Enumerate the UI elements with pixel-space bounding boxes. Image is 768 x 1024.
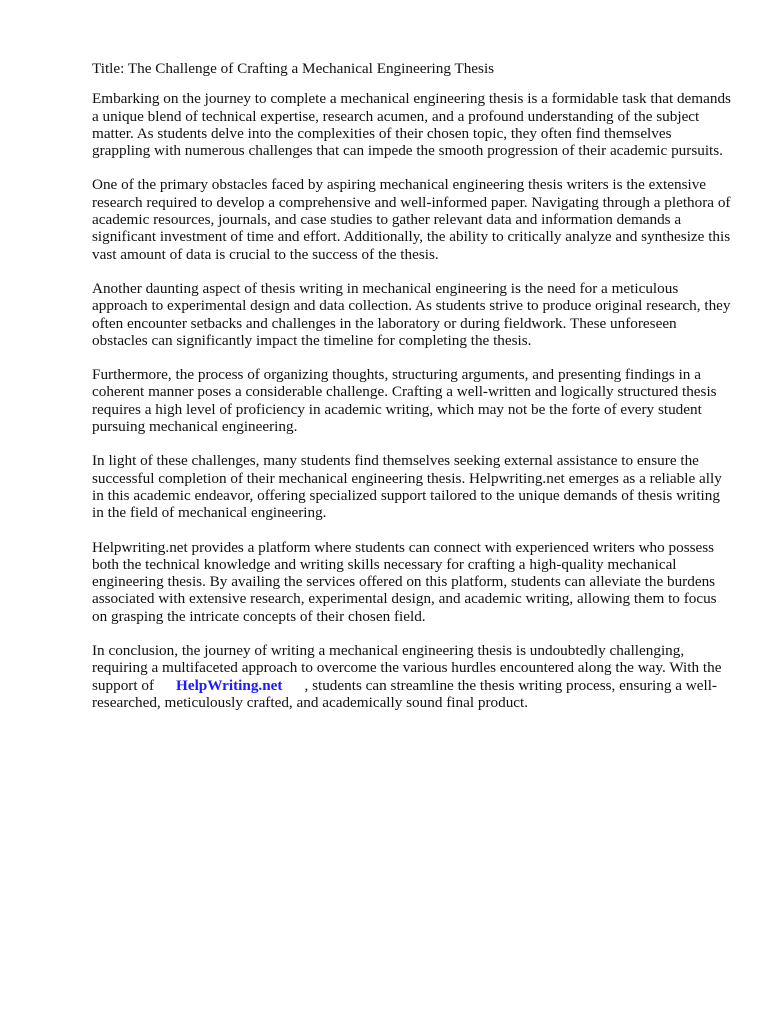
document-page xyxy=(92,60,732,728)
conclusion-text-after-link: , students can streamline the thesis writing process, ensuring a well-researched, meticulously crafted, and academically sound final product. xyxy=(92,676,717,711)
document-title: Title: The Challenge of Crafting a Mechanical Engineering Thesis xyxy=(92,60,495,77)
paragraph-platform: Helpwriting.net provides a platform where students can connect with experienced writers who possess both the technical knowledge and writing skills necessary for crafting a high-quality mechanical engineering thesis. By availing the services offered on this platform, students can alleviate the burdens associated with extensive research, experimental design, and academic writing, allowing them to focus on grasping the intricate concepts of their chosen field. xyxy=(92,538,717,625)
paragraph-introduction: Embarking on the journey to complete a mechanical engineering thesis is a formidable task that demands a unique blend of technical expertise, research acumen, and a profound understanding of the subject matter. As students delve into the complexities of their chosen topic, they often find themselves grappling with numerous challenges that can impede the smooth progression of their academic pursuits. xyxy=(92,90,731,160)
paragraph-academic-writing: Furthermore, the process of organizing thoughts, structuring arguments, and presenting findings in a coherent manner poses a considerable challenge. Crafting a well-written and logically structured thesis requires a high level of proficiency in academic writing, which may not be the forte of every student pursuing mechanical engineering. xyxy=(92,366,717,436)
paragraph-research-obstacles: One of the primary obstacles faced by aspiring mechanical engineering thesis writers is the extensive research required to develop a comprehensive and well-informed paper. Navigating through a plethora of academic resources, journals, and case studies to gather relevant data and information demands a significant investment of time and effort. Additionally, the ability to critically analyze and synthesize this vast amount of data is crucial to the success of the thesis. xyxy=(92,176,731,263)
paragraph-external-assistance: In light of these challenges, many students find themselves seeking external assistance to ensure the successful completion of their mechanical engineering thesis. Helpwriting.net emerges as a reliable ally in this academic endeavor, offering specialized support tailored to the unique demands of thesis writing in the field of mechanical engineering. xyxy=(92,452,722,522)
helpwriting-link[interactable]: HelpWriting.net xyxy=(176,676,283,694)
conclusion-text-before-link: In conclusion, the journey of writing a mechanical engineering thesis is undoubtedly challenging, requiring a multifaceted approach to overcome the various hurdles encountered along the way. With the support of xyxy=(92,642,722,694)
paragraph-experimental-design: Another daunting aspect of thesis writing in mechanical engineering is the need for a meticulous approach to experimental design and data collection. As students strive to produce original research, they often encounter setbacks and challenges in the laboratory or during fieldwork. These unforeseen obstacles can significantly impact the timeline for completing the thesis. xyxy=(92,279,731,349)
paragraph-conclusion xyxy=(92,642,732,711)
